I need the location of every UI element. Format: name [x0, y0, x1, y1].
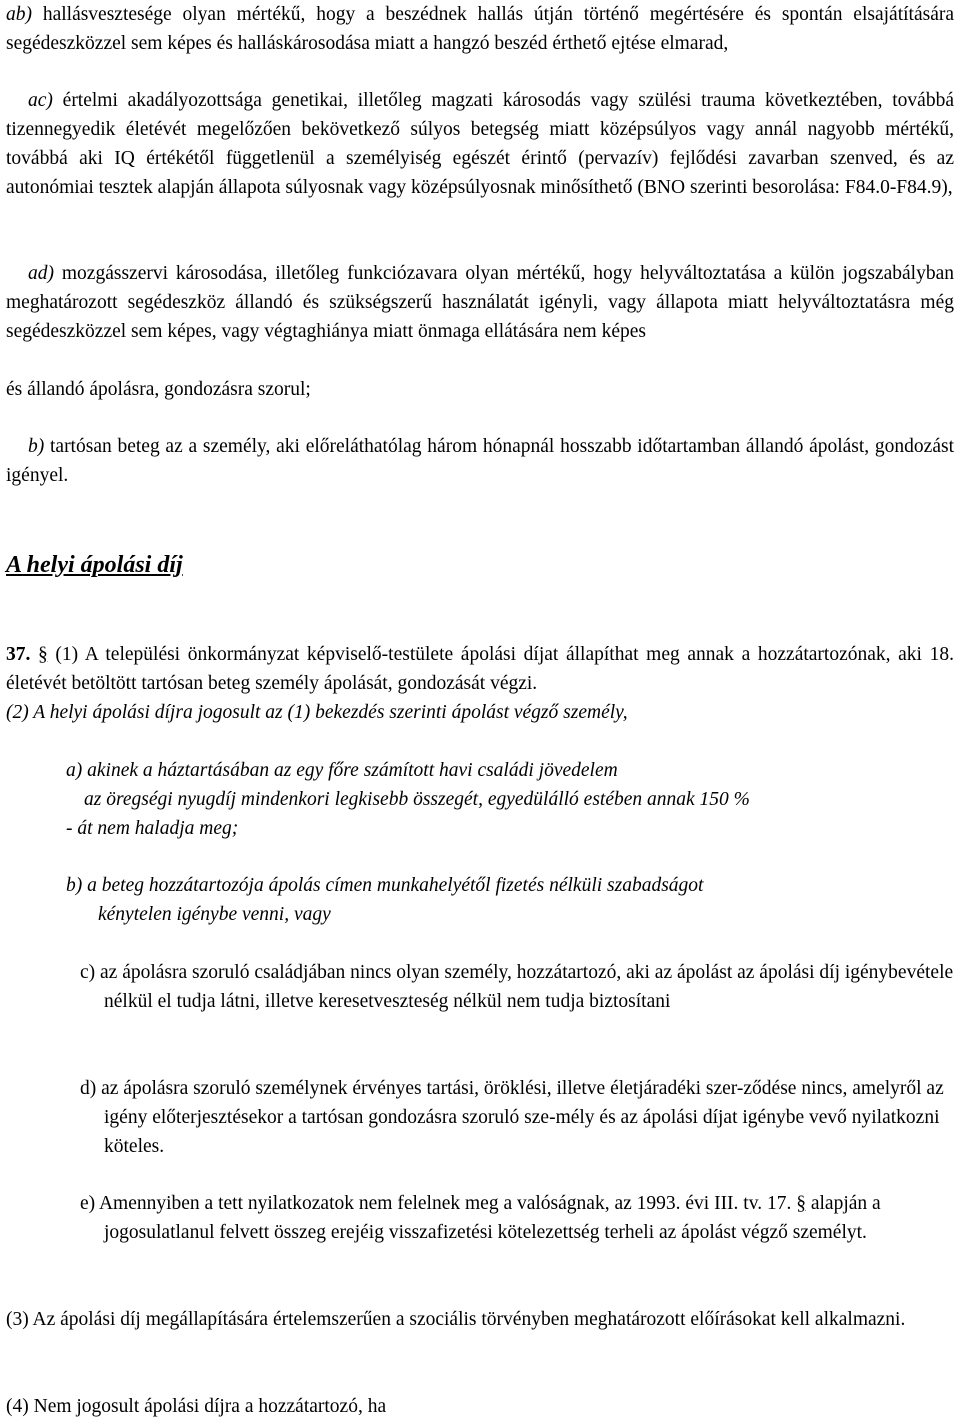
- section-37-para-3: (3) Az ápolási díj megállapítására értelemszerűen a szociális törvényben meghatározott előírásokat kell alkalmazni.: [6, 1309, 906, 1330]
- condition-b-line-2: kénytelen igénybe venni, vagy: [98, 904, 331, 925]
- condition-d: d) az ápolásra szoruló személynek érvényes tartási, öröklési, illetve életjáradéki szer-ződése nincs, amelyről az igény előterjesztésekor a tartósan gondozásra szoruló sze-mély és az ápolási díjat igénybe vevő nyilatkozni köteles.: [80, 1078, 944, 1157]
- item-b-text: tartósan beteg az a személy, aki előreláthatólag három hónapnál hosszabb időtartamban állandó ápolást, gondozást igényel.: [6, 436, 954, 486]
- section-number: 37.: [6, 644, 31, 665]
- condition-b-line-1: b) a beteg hozzátartozója ápolás címen munkahelyétől fizetés nélküli szabadságot: [66, 875, 704, 896]
- condition-e: [80, 1189, 960, 1247]
- item-ab: [6, 0, 954, 58]
- item-ab-label: ab): [6, 4, 32, 25]
- section-37-para-4: (4) Nem jogosult ápolási díjra a hozzátartozó, ha: [6, 1396, 387, 1417]
- item-ac-text: értelmi akadályozottsága genetikai, illetőleg magzati károsodás vagy szülési trauma következtében, továbbá tizennegyedik életévét megelőzően bekövetkező súlyos betegség miatt középsúlyos vagy annál nagyobb mértékű, továbbá aki IQ értékétől függetlenül a személyiség egészét érintő (pervazív) fejlődési zavarban szenved, és az autonómiai tesztek alapján állapota súlyosnak vagy középsúlyosnak minősíthető (BNO szerinti besorolása: F84.0-F84.9),: [6, 90, 954, 198]
- condition-e-paragraph-mark: §: [796, 1193, 806, 1214]
- paragraph-mark: §: [38, 644, 48, 665]
- item-ac-label: ac): [28, 90, 53, 111]
- condition-a-line-3: - át nem haladja meg;: [66, 818, 239, 839]
- item-b-label: b): [28, 436, 45, 457]
- item-ac: [6, 86, 954, 202]
- section-37-para-2-intro: (2) A helyi ápolási díjra jogosult az (1) bekezdés szerinti ápolást végző személy,: [6, 702, 628, 723]
- item-ad-continuation: és állandó ápolásra, gondozásra szorul;: [6, 379, 311, 400]
- item-b: [6, 432, 954, 490]
- condition-e-text-post: alapján a jogosulatlanul felvett összeg erejéig visszafizetési kötelezettség terheli az ápolást végző személyt.: [104, 1193, 881, 1243]
- section-title: A helyi ápolási díj: [6, 552, 183, 578]
- condition-a-line-1: a) akinek a háztartásában az egy főre számított havi családi jövedelem: [66, 760, 618, 781]
- item-ad: [6, 259, 954, 346]
- item-ad-label: ad): [28, 263, 54, 284]
- condition-a-line-2: az öregségi nyugdíj mindenkori legkisebb összegét, egyedülálló estében annak 150 %: [84, 789, 750, 810]
- condition-c: c) az ápolásra szoruló családjában nincs olyan személy, hozzátartozó, aki az ápolást az ápolási díj igénybevétele nélkül el tudja látni, illetve keresetveszteség nélkül nem tudja biztosítani: [80, 962, 954, 1012]
- condition-e-text-pre: e) Amennyiben a tett nyilatkozatok nem felelnek meg a valóságnak, az 1993. évi III. tv. 17.: [80, 1193, 797, 1214]
- item-ab-text: hallásvesztesége olyan mértékű, hogy a beszédnek hallás útján történő megértésére és spontán elsajátítására segédeszközzel sem képes és halláskárosodása miatt a hangzó beszéd érthető ejtése elmarad,: [6, 4, 954, 54]
- item-ad-text: mozgásszervi károsodása, illetőleg funkciózavara olyan mértékű, hogy helyváltoztatása a külön jogszabályban meghatározott segédeszköz állandó és szükségszerű használatát igényli, vagy állapota miatt helyváltoztatásra még segédeszközzel sem képes, vagy végtaghiánya miatt önmaga ellátására nem képes: [6, 263, 954, 342]
- section-37-para-1: [6, 640, 954, 698]
- section-37-para-1-text: (1) A települési önkormányzat képviselő-testülete ápolási díjat állapíthat meg annak a hozzátartozónak, aki 18. életévét betöltött tartósan beteg személy ápolását, gondozását végzi.: [6, 644, 954, 694]
